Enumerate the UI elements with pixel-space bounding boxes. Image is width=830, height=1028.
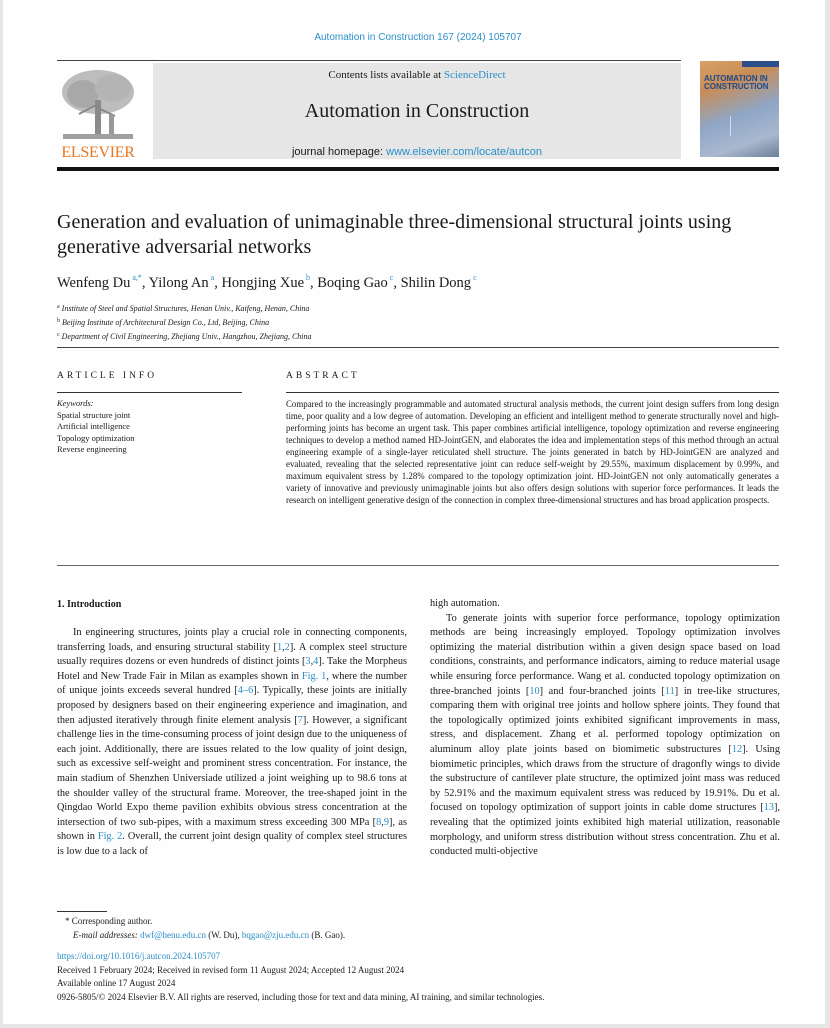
paper-page <box>3 0 825 1024</box>
email-link[interactable]: bqgao@zju.edu.cn <box>241 930 310 940</box>
paragraph: high automation. <box>430 598 500 609</box>
body-column-left <box>57 626 407 860</box>
paragraph: To generate joints with superior force performance, topology optimization methods are being increasingly employed. Topology optimization involves optimizing the material distribution within a given design space based on load conditions, constraints, and performance indicators, aiming to reduce material usage while ensuring force performance. Wang et al. conducted topology optimization on three-branched joints [10] and four-branched joints [11] in tree-like structures, comparing them with original tree joints and hollow sphere joints. They found that the topologically optimized joints exhibited significant improvements in mass, stress, and displacement. Zhang et al. performed topology optimization on aluminum alloy plate joints based on biomimetic substructures [12]. Using biomimetic principles, which draws from the structure of dragonfly wings to divide the substructure of cantilever plate structure, the optimized joint mass was reduced by 52.91% and the maximum equivalent stress was reduced by 19.91%. Du et al. focused on topology optimization of support joints in cable dome structures [13], revealing that the optimized joints exhibited high material utilization, reasonable morphology, and uniform stress distribution without stress concentration. Zhu et al. conducted multi-objective <box>430 612 780 858</box>
corresponding-author-note: * Corresponding author. <box>65 916 153 926</box>
affiliation: $^c$ Department of Civil Engineering, Zhejiang Univ., Hangzhou, Zhejiang, China <box>57 332 312 341</box>
author-affil-link[interactable]: c <box>473 273 477 282</box>
author-affil-link[interactable]: c <box>389 273 394 282</box>
abstract-end-rule <box>57 565 779 566</box>
citation-link[interactable]: 13 <box>763 802 774 814</box>
section-rule <box>57 347 779 348</box>
author-affil-link[interactable]: b <box>306 273 311 282</box>
author-affil-link[interactable]: a,* <box>132 273 142 282</box>
email-link[interactable]: dwf@henu.edu.cn <box>140 930 206 940</box>
abstract-rule <box>286 392 779 393</box>
body-column-right <box>430 597 780 860</box>
author: Yilong An <box>148 275 209 291</box>
cover-decoration <box>730 116 775 136</box>
copyright-notice: 0926-5805/© 2024 Elsevier B.V. All rights are reserved, including those for text and data mining, AI training, and similar technologies. <box>57 991 545 1002</box>
affiliation: $^a$ Institute of Steel and Spatial Structures, Henan Univ., Kaifeng, Henan, China <box>57 304 310 313</box>
tree-icon <box>57 64 139 144</box>
cover-title: AUTOMATION IN CONSTRUCTION <box>704 74 769 91</box>
citation-link[interactable]: 9 <box>383 816 390 828</box>
contents-available-line: Contents lists available at ScienceDirect <box>328 69 506 81</box>
keyword: Topology optimization <box>57 432 135 443</box>
keyword: Reverse engineering <box>57 444 127 454</box>
publication-info <box>57 950 544 1004</box>
citation-link[interactable]: 7 <box>297 714 303 726</box>
author: Boqing Gao <box>317 275 388 291</box>
affiliations <box>57 301 312 343</box>
figure-link[interactable]: Fig. 2 <box>97 831 123 843</box>
author: Wenfeng Du <box>57 275 131 291</box>
article-title: Generation and evaluation of unimaginable three-dimensional structural joints using generative adversarial networks <box>57 211 732 258</box>
journal-homepage-line: journal homepage: www.elsevier.com/locate/autcon <box>291 146 543 158</box>
citation-link[interactable]: 1 <box>276 641 283 653</box>
section-heading-introduction: 1. Introduction <box>57 599 122 610</box>
citation-link[interactable]: 10 <box>529 685 540 697</box>
journal-reference-link[interactable]: Automation in Construction 167 (2024) 105707 <box>314 32 522 43</box>
header-thick-rule <box>57 167 779 171</box>
citation-link[interactable]: 3 <box>305 656 311 668</box>
citation-link[interactable]: 11 <box>664 685 675 697</box>
affiliation: $^b$ Beijing Institute of Architectural Design Co., Ltd, Beijing, China <box>57 318 270 327</box>
email-line: E-mail addresses: dwf@henu.edu.cn (W. Du), bqgao@zju.edu.cn (B. Gao). <box>73 930 346 940</box>
cover-strip <box>742 61 779 67</box>
author-affil-link[interactable]: a <box>210 273 215 282</box>
elsevier-wordmark: ELSEVIER <box>61 144 135 161</box>
keywords-block <box>57 398 135 456</box>
author: Shilin Dong <box>400 275 472 291</box>
keyword: Artificial intelligence <box>57 421 130 431</box>
journal-homepage-link[interactable]: www.elsevier.com/locate/autcon <box>386 146 543 158</box>
author: Hongjing Xue <box>221 275 305 291</box>
footnote <box>65 914 345 942</box>
article-info-rule <box>57 392 242 393</box>
citation-link[interactable]: 2 <box>284 641 290 653</box>
doi-link[interactable]: https://doi.org/10.1016/j.autcon.2024.105707 <box>57 951 221 961</box>
journal-cover-image <box>700 61 779 157</box>
citation-link[interactable]: 12 <box>731 743 743 755</box>
received-dates: Received 1 February 2024; Received in revised form 11 August 2024; Accepted 12 August 2024 <box>57 964 405 975</box>
journal-title: Automation in Construction <box>304 100 530 122</box>
sciencedirect-link[interactable]: ScienceDirect <box>443 69 506 81</box>
citation-link[interactable]: 4 <box>313 656 319 668</box>
citation-link[interactable]: 4–6 <box>237 685 254 697</box>
keyword: Spatial structure joint <box>57 409 131 420</box>
abstract-heading: ABSTRACT <box>286 371 360 381</box>
article-info-heading: ARTICLE INFO <box>57 371 158 381</box>
abstract-text: Compared to the increasingly programmable and automated structural analysis methods, the current joint design suffers from long design time, poor quality and a low degree of automation. Developing an efficient and intelligent method to generate structurally novel and high-performing joints has become an urgent task. This paper combines artificial intelligence, topology optimization and reverse engineering techniques to develop a method named HD-JointGEN, and elaborates the idea and implementation steps of this method through an actual engineering example of a single-layer reticulated shell structure. The joints generated in batch by HD-JointGEN are analyzed and evaluated, revealing that the selected representative joint can reduce self-weight by 29.55%, maximum displacement by 0.99%, and maximum equivalent stress by 1.28% compared to the topology optimization joint. HD-JointGEN not only automatically generates a variety of innovative and previously unimaginable joints but also offers design solutions with superior force performances. It leads the research on intelligent generative design of the connection in complex three-dimensional structures and has broad application prospects. <box>286 399 779 505</box>
keywords-heading: Keywords: <box>57 398 94 408</box>
author-list: Wenfeng Du $^{a,*}$, Yilong An $^a$, Hongjing Xue $^b$, Boqing Gao $^c$, Shilin Dong $^c$ <box>57 273 477 291</box>
citation-link[interactable]: 8 <box>376 816 382 828</box>
available-online-date: Available online 17 August 2024 <box>57 978 176 989</box>
footnote-rule <box>57 911 107 912</box>
header-top-rule <box>57 60 681 61</box>
figure-link[interactable]: Fig. 1 <box>301 670 327 682</box>
paragraph: In engineering structures, joints play a crucial role in connecting components, transferring loads, and ensuring structural stability [1,2]. A complex steel structure usually requires dozens or even hundreds of distinct joints [3,4]. Take the Morpheus Hotel and New Trade Fair in Milan as examples shown in Fig. 1, where the number of unique joints exceeds several hundred [4–6]. Typically, these joints are initially proposed by designers based on their engineering experience and imagination, and then adjusted iteratively through finite element analysis [7]. However, a significant challenge lies in the time-consuming process of joint design due to the uniqueness of each joint. Additionally, there are issues related to the low quality of joint design, such as excessive self-weight and prominent stress concentration. For instance, the main stadium of Shenzhen Universiade utilized a joint weighing up to 98.6 tons at the shoulder valley of the structural frame. Moreover, the tree-shaped joint in the Qingdao World Expo theme pavilion exhibits obvious stress concentration at the intersection of two sub-pipes, with a maximum stress exceeding 300 MPa [8,9], as shown in Fig. 2. Overall, the current joint design quality of complex steel structures is low due to a lack of <box>57 627 408 857</box>
journal-reference[interactable] <box>3 32 830 43</box>
